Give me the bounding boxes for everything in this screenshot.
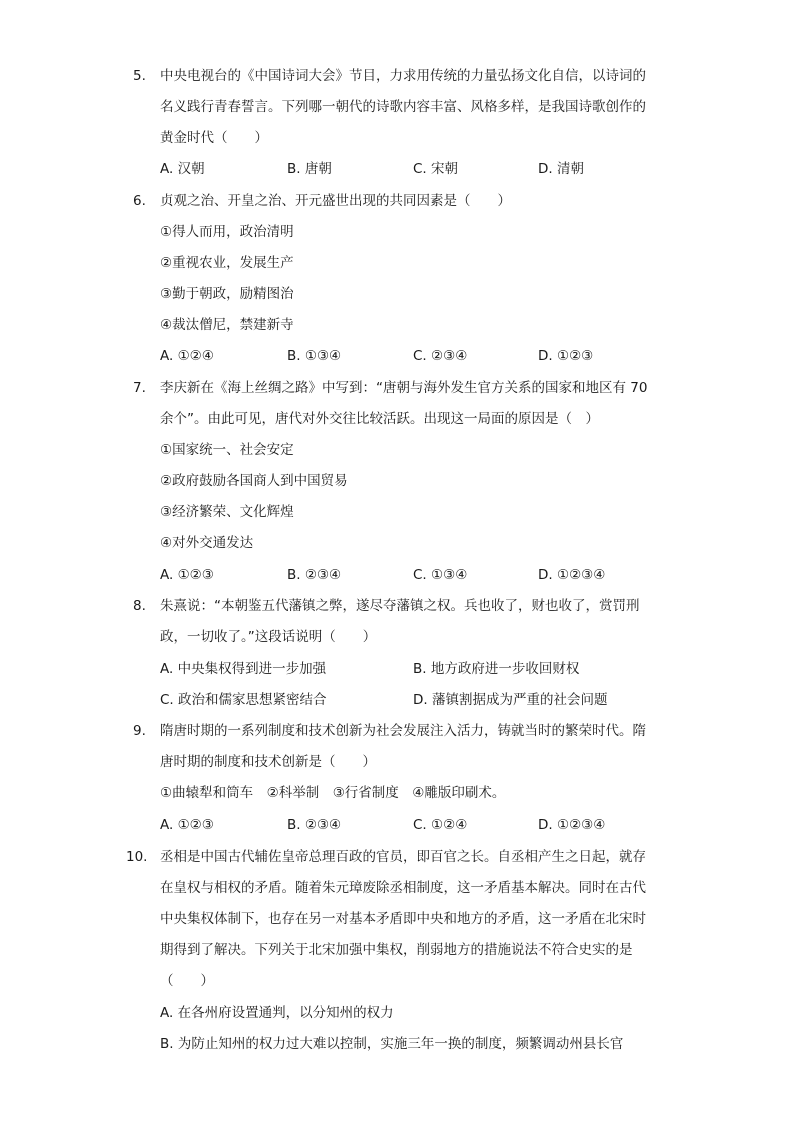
statement-item: ③勤于朝政，励精图治 — [160, 286, 294, 302]
question-text-line: 期得到了解决。下列关于北宋加强中集权，削弱地方的措施说法不符合史实的是 — [160, 942, 633, 958]
question-text-line: 政，一切收了。”这段话说明（ ） — [160, 629, 377, 645]
option-a: A. ①②③ — [160, 817, 214, 833]
question-number: 7. — [133, 380, 146, 396]
option-b: B. 地方政府进一步收回财权 — [413, 661, 580, 677]
option-c: C. ①③④ — [413, 567, 468, 583]
statement-item: ②重视农业，发展生产 — [160, 255, 294, 271]
question-text-line: 中央集权体制下，也存在另一对基本矛盾即中央和地方的矛盾，这一矛盾在北宋时 — [160, 911, 646, 927]
option-a: A. ①②④ — [160, 348, 214, 364]
option-b: B. 唐朝 — [287, 161, 332, 177]
question-text-line: 黄金时代（ ） — [160, 130, 268, 146]
question-text-line: 贞观之治、开皇之治、开元盛世出现的共同因素是（ ） — [160, 193, 511, 209]
question-text-line: 在皇权与相权的矛盾。随着朱元璋废除丞相制度，这一矛盾基本解决。同时在古代 — [160, 880, 646, 896]
option-c: C. ②③④ — [413, 348, 468, 364]
question-text-line: （ ） — [160, 973, 214, 989]
option-a: A. 在各州府设置通判，以分知州的权力 — [160, 1005, 394, 1021]
option-a: A. 汉朝 — [160, 161, 205, 177]
option-c: C. 宋朝 — [413, 161, 459, 177]
option-d: D. 藩镇割据成为严重的社会问题 — [413, 692, 608, 708]
question-text-line: 中央电视台的《中国诗词大会》节目，力求用传统的力量弘扬文化自信，以诗词的 — [160, 68, 646, 84]
question-text-line: 隋唐时期的一系列制度和技术创新为社会发展注入活力，铸就当时的繁荣时代。隋 — [160, 723, 646, 739]
question-number: 9. — [133, 723, 146, 739]
option-c: C. ①②④ — [413, 817, 468, 833]
question-text-line: 名义践行青春誓言。下列哪一朝代的诗歌内容丰富、风格多样，是我国诗歌创作的 — [160, 99, 646, 115]
option-d: D. ①②③④ — [538, 817, 606, 833]
option-b: B. 为防止知州的权力过大难以控制，实施三年一换的制度，频繁调动州县长官 — [160, 1036, 624, 1052]
question-number: 6. — [133, 193, 146, 209]
option-b: B. ②③④ — [287, 817, 342, 833]
question-text-line: 丞相是中国古代辅佐皇帝总理百政的官员，即百官之长。自丞相产生之日起，就存 — [160, 849, 646, 865]
option-c: C. 政治和儒家思想紧密结合 — [160, 692, 327, 708]
statement-item: ②政府鼓励各国商人到中国贸易 — [160, 473, 348, 489]
option-d: D. ①②③ — [538, 348, 594, 364]
question-number: 8. — [133, 598, 146, 614]
statement-item: ④对外交通发达 — [160, 535, 254, 551]
statement-item: ③经济繁荣、文化辉煌 — [160, 504, 294, 520]
option-b: B. ②③④ — [287, 567, 342, 583]
question-text-line: 朱熹说：“本朝鉴五代藩镇之弊，遂尽夺藩镇之权。兵也收了，财也收了，赏罚刑 — [160, 598, 640, 614]
question-text-line: 余个”。由此可见，唐代对外交往比较活跃。出现这一局面的原因是（ ） — [160, 411, 599, 427]
question-number: 10. — [126, 849, 148, 865]
option-d: D. ①②③④ — [538, 567, 606, 583]
question-text-line: 李庆新在《海上丝绸之路》中写到：“唐朝与海外发生官方关系的国家和地区有 70 — [160, 380, 648, 396]
question-text-line: 唐时期的制度和技术创新是（ ） — [160, 754, 376, 770]
option-a: A. ①②③ — [160, 567, 214, 583]
statement-item: ①国家统一、社会安定 — [160, 442, 294, 458]
option-b: B. ①③④ — [287, 348, 342, 364]
statement-item: ④裁汰僧尼，禁建新寺 — [160, 317, 294, 333]
question-number: 5. — [133, 68, 146, 84]
option-d: D. 清朝 — [538, 161, 584, 177]
statement-item: ①曲辕犁和筒车 ②科举制 ③行省制度 ④雕版印刷术。 — [160, 785, 506, 801]
statement-item: ①得人而用，政治清明 — [160, 224, 294, 240]
option-a: A. 中央集权得到进一步加强 — [160, 661, 327, 677]
